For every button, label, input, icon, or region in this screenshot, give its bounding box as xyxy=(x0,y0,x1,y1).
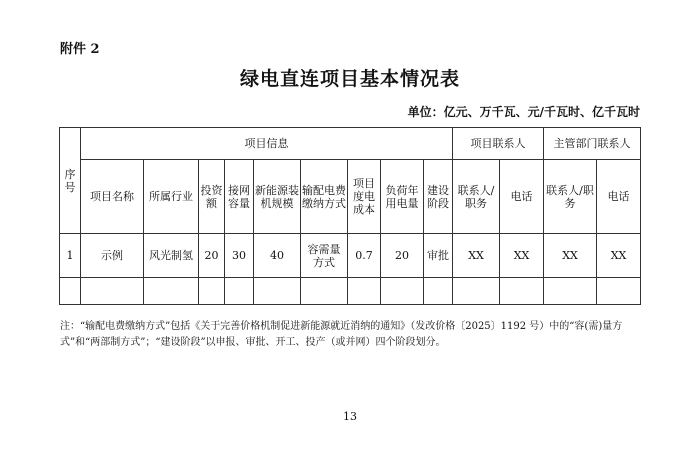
page-number: 13 xyxy=(343,410,357,423)
cell-grid-capacity: 30 xyxy=(225,234,254,278)
cell-stage: 审批 xyxy=(424,234,453,278)
empty-cell xyxy=(348,278,381,305)
footnote: 注：“输配电费缴纳方式”包括《关于完善价格机制促进新能源就近消纳的通知》（发改价格〔2025〕1192 号）中的“容(需)量方式”和“两部制方式”；“建设阶段”以申报、审批、开工、投产（或并网）四个阶段划分。 xyxy=(60,321,623,348)
empty-cell xyxy=(597,278,641,305)
cell-seq: 1 xyxy=(60,234,81,278)
col-header-stage: 建设阶段 xyxy=(424,160,453,234)
col-header-tariff-method: 输配电费缴纳方式 xyxy=(301,160,348,234)
empty-cell xyxy=(81,278,144,305)
cell-contact-person: XX xyxy=(453,234,500,278)
col-header-contact-person: 联系人/职务 xyxy=(453,160,500,234)
col-header-industry: 所属行业 xyxy=(144,160,199,234)
page-title: 绿电直连项目基本情况表 xyxy=(239,68,460,90)
table-row-empty xyxy=(60,278,641,305)
table-column-header-row xyxy=(60,160,641,234)
col-header-project-name: 项目名称 xyxy=(81,160,144,234)
col-header-new-energy-capacity: 新能源装机规模 xyxy=(254,160,301,234)
col-header-kwh-cost: 项目度电成本 xyxy=(348,160,381,234)
empty-cell xyxy=(225,278,254,305)
empty-cell xyxy=(453,278,500,305)
empty-cell xyxy=(60,278,81,305)
col-header-annual-load: 负荷年用电量 xyxy=(381,160,424,234)
cell-new-energy-capacity: 40 xyxy=(254,234,301,278)
project-info-table xyxy=(59,127,641,305)
col-header-contact-phone: 电话 xyxy=(500,160,544,234)
group-header-dept-contact: 主管部门联系人 xyxy=(544,128,641,160)
cell-annual-load: 20 xyxy=(381,234,424,278)
col-header-dept-person: 联系人/职务 xyxy=(544,160,597,234)
cell-project-name: 示例 xyxy=(81,234,144,278)
cell-dept-phone: XX xyxy=(597,234,641,278)
table-row xyxy=(60,234,641,278)
cell-investment: 20 xyxy=(199,234,225,278)
empty-cell xyxy=(199,278,225,305)
empty-cell xyxy=(144,278,199,305)
col-header-investment: 投资额 xyxy=(199,160,225,234)
attachment-label: 附件 2 xyxy=(60,42,100,57)
cell-kwh-cost: 0.7 xyxy=(348,234,381,278)
table-group-header-row xyxy=(60,128,641,160)
group-header-project-contact: 项目联系人 xyxy=(453,128,544,160)
empty-cell xyxy=(500,278,544,305)
col-header-dept-phone: 电话 xyxy=(597,160,641,234)
unit-line: 单位：亿元、万千瓦、元/千瓦时、亿千瓦时 xyxy=(407,105,640,119)
empty-cell xyxy=(544,278,597,305)
empty-cell xyxy=(381,278,424,305)
group-header-project-info: 项目信息 xyxy=(81,128,453,160)
cell-dept-person: XX xyxy=(544,234,597,278)
cell-industry: 风光制氢 xyxy=(144,234,199,278)
empty-cell xyxy=(301,278,348,305)
empty-cell xyxy=(254,278,301,305)
seq-header: 序号 xyxy=(60,128,81,234)
cell-tariff-method: 容需量方式 xyxy=(301,234,348,278)
col-header-grid-capacity: 接网容量 xyxy=(225,160,254,234)
empty-cell xyxy=(424,278,453,305)
cell-contact-phone: XX xyxy=(500,234,544,278)
